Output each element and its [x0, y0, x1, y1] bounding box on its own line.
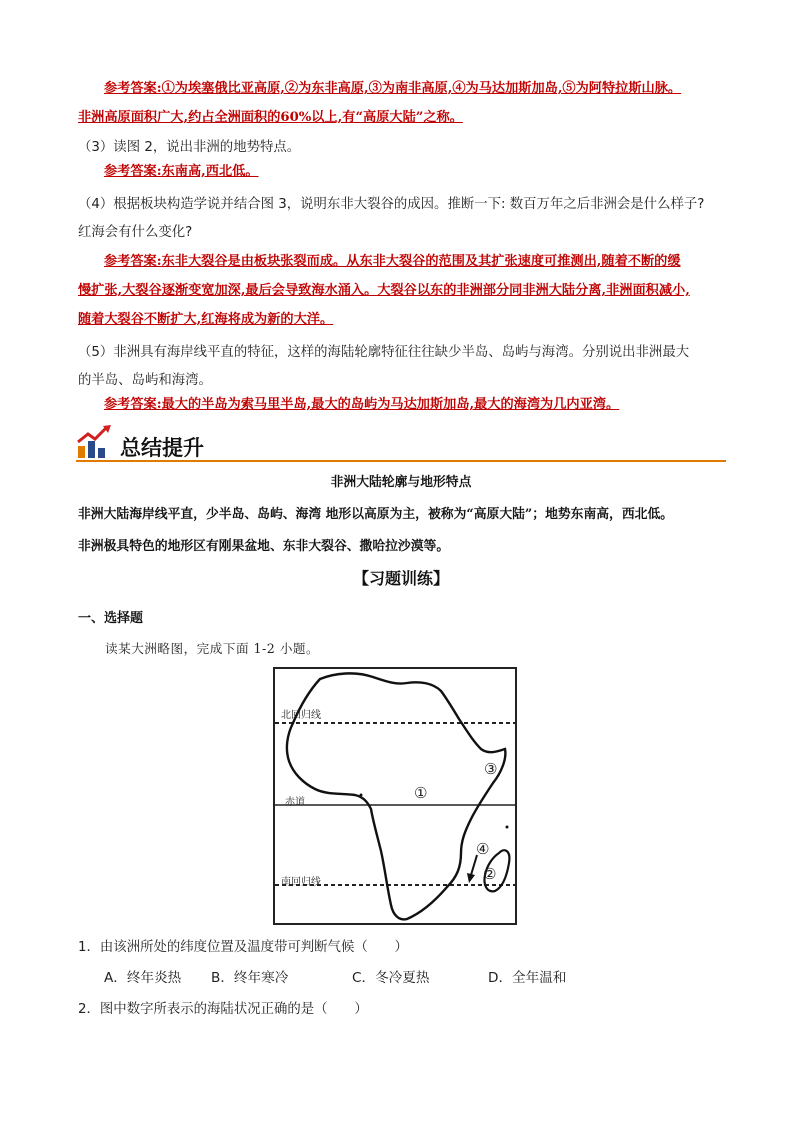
tropic-north-label: 北回归线 — [281, 710, 321, 721]
chart-growth-icon — [76, 424, 116, 460]
answer-3 — [104, 157, 259, 186]
answer-4-line1 — [104, 247, 744, 276]
answer-text: 最大的半岛为索马里半岛,最大的岛屿为马达加斯加岛,最大的海湾为几内亚湾。 — [161, 397, 620, 412]
answer-text: 随着大裂谷不断扩大,红海将成为新的大洋。 — [78, 312, 334, 327]
summary-divider — [76, 460, 726, 462]
option-a[interactable]: A．终年炎热 — [104, 970, 182, 986]
option-c[interactable]: C．冬冷夏热 — [352, 970, 430, 986]
answer-label: 参考答案: — [104, 81, 162, 96]
question-2: 2．图中数字所表示的海陆状况正确的是（ ） — [78, 1002, 368, 1017]
summary-line2: 非洲极具特色的地形区有刚果盆地、东非大裂谷、撒哈拉沙漠等。 — [78, 539, 450, 554]
answer-4-line2 — [78, 276, 758, 305]
answer-text: 慢扩张,大裂谷逐渐变宽加深,最后会导致海水涌入。大裂谷以东的非洲部分同非洲大陆分离,非洲面积减小, — [78, 283, 690, 298]
exercise-title: 【习题训练】 — [352, 569, 449, 588]
map-number-3: ③ — [484, 760, 498, 778]
summary-title: 非洲大陆轮廓与地形特点 — [330, 475, 472, 490]
answer-text: 东非大裂谷是由板块张裂而成。从东非大裂谷的范围及其扩张速度可推测出,随着不断的缓 — [161, 254, 681, 269]
map-number-1: ① — [414, 784, 428, 802]
answer-text: 东南高,西北低。 — [161, 164, 259, 179]
answer-1 — [104, 74, 744, 103]
equator-label: 赤道 — [285, 797, 305, 808]
tropic-south-label: 南回归线 — [281, 877, 321, 888]
question-intro: 读某大洲略图，完成下面 1-2 小题。 — [105, 641, 320, 656]
question-5-line1: （5）非洲具有海岸线平直的特征，这样的海陆轮廓特征往往缺少半岛、岛屿与海湾。分别说出非洲最大 — [78, 345, 690, 360]
question-1-options — [104, 966, 664, 986]
answer-label: 参考答案: — [104, 397, 162, 412]
map-number-4: ④ — [476, 840, 490, 858]
answer-4-line3 — [78, 305, 758, 334]
answer-text: 非洲高原面积广大,约占全洲面积的60%以上,有“高原大陆”之称。 — [78, 110, 463, 125]
section-heading: 一、选择题 — [78, 611, 144, 626]
africa-map — [273, 667, 517, 925]
question-5-line2: 的半岛、岛屿和海湾。 — [78, 373, 212, 388]
question-4-line1: （4）根据板块构造学说并结合图 3，说明东非大裂谷的成因。推断一下: 数百万年之后非洲会是什么样子? — [78, 197, 705, 212]
option-d[interactable]: D．全年温和 — [488, 970, 567, 986]
answer-label: 参考答案: — [104, 254, 162, 269]
question-1: 1．由该洲所处的纬度位置及温度带可判断气候（ ） — [78, 940, 408, 955]
answer-1-line2 — [78, 103, 758, 132]
answer-label: 参考答案: — [104, 164, 162, 179]
question-4-line2: 红海会有什么变化? — [78, 225, 193, 240]
question-3: （3）读图 2，说出非洲的地势特点。 — [78, 140, 301, 155]
answer-text: ①为埃塞俄比亚高原,②为东非高原,③为南非高原,④为马达加斯加岛,⑤为阿特拉斯山脉。 — [161, 81, 682, 96]
answer-5 — [104, 390, 744, 419]
summary-line1: 非洲大陆海岸线平直，少半岛、岛屿、海湾 地形以高原为主，被称为“高原大陆”；地势东南高，西北低。 — [78, 507, 674, 522]
summary-heading: 总结提升 — [120, 436, 204, 460]
option-b[interactable]: B．终年寒冷 — [211, 970, 289, 986]
map-number-2: ② — [483, 865, 497, 883]
